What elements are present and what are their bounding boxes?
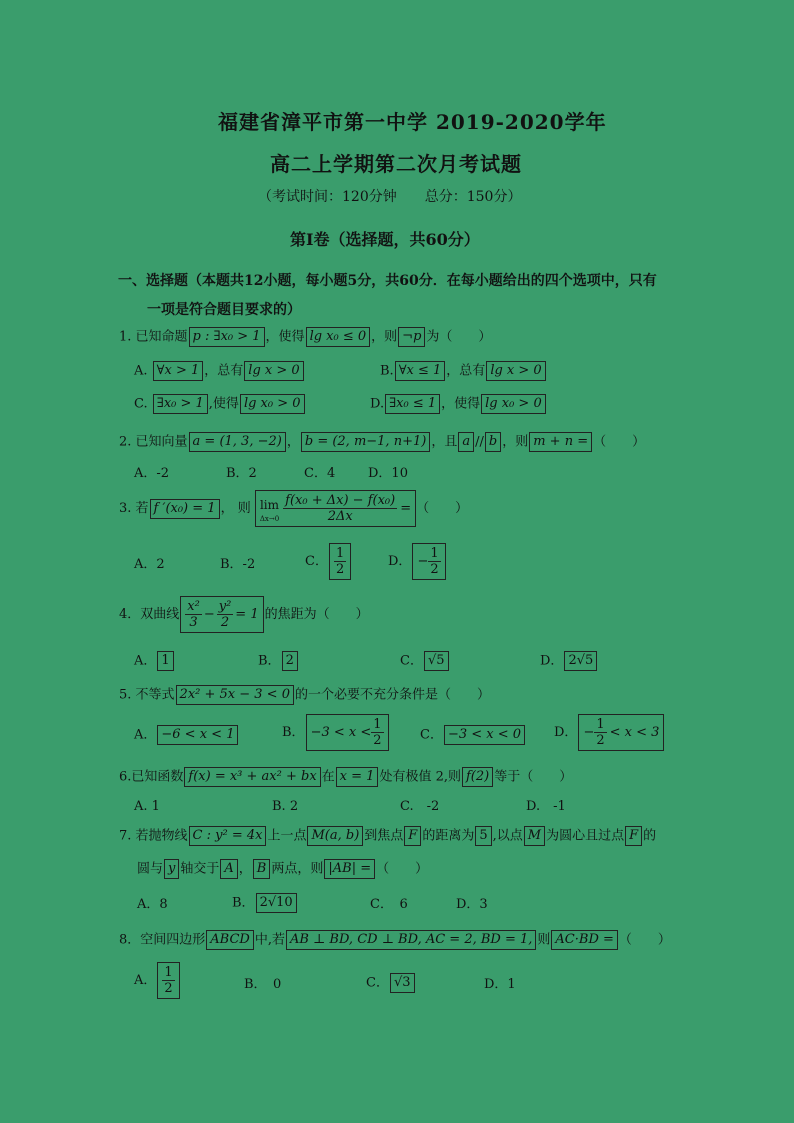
page-title: 福建省漳平市第一中学 2019-2020学年 — [218, 110, 607, 134]
question-7-stem-line-2: 圆与 y 轴交于 A ， B 两点，则 |AB| = （ ） — [137, 859, 428, 880]
page-subtitle: 高二上学期第二次月考试题 — [270, 152, 522, 176]
question-5-option-b: B． −3 < x < $\frac{1}{2}$ — [282, 714, 390, 751]
question-3-option-d: D． − $\frac{1}{2}$ — [388, 543, 447, 580]
question-7-option-a: A．8 — [137, 897, 168, 912]
question-2-option-c: C．4 — [304, 466, 336, 481]
limit-expression: lim Δx→0 $\frac{\text{f(x₀ + Δx) − f(x₀)}}{2\Delta x}$ = — [255, 490, 416, 527]
math-box: ¬p — [398, 327, 425, 347]
question-8-option-b: B． 0 — [244, 977, 282, 992]
question-1-option-a: A. ∀x > 1 ，总有 lg x > 0 — [134, 361, 305, 382]
question-7-option-b: B． 2√10 — [232, 893, 298, 914]
question-7-option-c: C． 6 — [370, 897, 408, 912]
question-3-stem: 3. 若 f ′(x₀) = 1 ， 则 lim Δx→0 $\frac{\text{f(x₀ + Δx) − f(x₀)}}{2\Delta x}$ = （ ） — [119, 490, 468, 527]
question-5-stem: 5. 不等式 2x² + 5x − 3 < 0 的一个必要不充分条件是（ ） — [119, 685, 490, 706]
section-title: 第Ⅰ卷（选择题，共60分） — [290, 230, 480, 249]
instruction-line-2: 一项是符合题目要求的） — [147, 302, 301, 318]
question-5-option-c: C． −3 < x < 0 — [420, 725, 526, 746]
question-1-option-c: C. ∃x₀ > 1 ,使得 lg x₀ > 0 — [134, 394, 306, 415]
question-6-option-d: D. -1 — [526, 799, 566, 814]
question-8-option-d: D．1 — [484, 977, 516, 992]
exam-meta: （考试时间：120分钟 总分：150分） — [258, 189, 522, 205]
question-1-option-d: D. ∃x₀ ≤ 1 ，使得 lg x₀ > 0 — [370, 394, 547, 415]
question-3-option-b: B．-2 — [220, 557, 256, 572]
question-1-stem: 1. 已知命题 p : ∃x₀ > 1 ，使得 lg x₀ ≤ 0 ，则 ¬p 为（ ） — [119, 327, 491, 348]
question-5-option-a: A． −6 < x < 1 — [134, 725, 239, 746]
question-8-stem: 8．空间四边形 ABCD 中,若 AB ⊥ BD, CD ⊥ BD, AC = 2, BD = 1, 则 AC·BD = （ ） — [119, 930, 671, 951]
question-7-option-d: D．3 — [456, 897, 488, 912]
question-4-option-d: D． 2√5 — [540, 651, 598, 672]
question-4-option-a: A． 1 — [134, 651, 175, 672]
instruction-line-1: 一、选择题（本题共12小题，每小题5分，共60分．在每小题给出的四个选项中，只有 — [118, 273, 657, 289]
question-7-stem-line-1: 7. 若抛物线 C : y² = 4x 上一点 M(a, b) 到焦点 F 的距离为 5 ,以点 M 为圆心且过点 F 的 — [119, 826, 656, 847]
question-6-stem: 6.已知函数 f(x) = x³ + ax² + bx 在 x = 1 处有极值 2,则 f(2) 等于（ ） — [119, 767, 572, 788]
question-3-option-a: A．2 — [134, 557, 165, 572]
math-box: p : ∃x₀ > 1 — [189, 327, 265, 347]
question-2-option-d: D．10 — [368, 466, 408, 481]
question-6-option-b: B. 2 — [272, 799, 299, 814]
question-8-option-a: A． $\frac{1}{2}$ — [134, 962, 181, 999]
math-box: lg x₀ ≤ 0 — [306, 327, 371, 347]
question-8-option-c: C． √3 — [366, 973, 416, 994]
question-2-option-b: B．2 — [226, 466, 257, 481]
question-5-option-d: D． − $\frac{1}{2}$ < x < 3 — [554, 714, 665, 751]
question-2-stem: 2. 已知向量 a = (1, 3, −2) ， b = (2, m−1, n+1) ，且 a // b ，则 m + n = （ ） — [119, 432, 645, 453]
question-4-option-b: B． 2 — [258, 651, 299, 672]
question-3-option-c: C． $\frac{1}{2}$ — [305, 543, 352, 580]
question-1-option-b: B. ∀x ≤ 1 ，总有 lg x > 0 — [380, 361, 547, 382]
question-4-option-c: C． √5 — [400, 651, 450, 672]
question-2-option-a: A．-2 — [134, 466, 170, 481]
question-6-option-c: C. -2 — [400, 799, 440, 814]
question-4-stem: 4．双曲线 $\frac{\text{x²}}{3}$ − $\frac{\text{y²}}{2}$ = 1 的焦距为（ ） — [119, 596, 369, 633]
question-6-option-a: A. 1 — [134, 799, 160, 814]
